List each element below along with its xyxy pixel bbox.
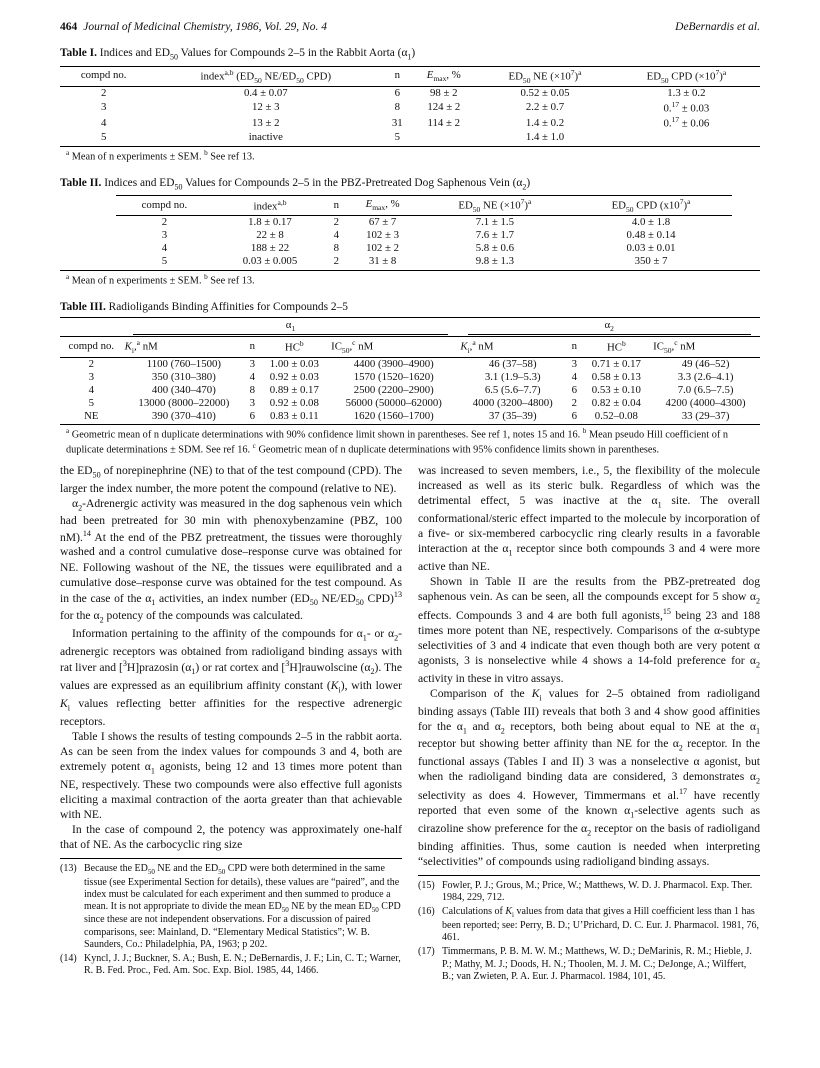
table2-title: Indices and $ED_{50}$ Values for Compounds 2–5 in the PBZ-Pretreated Dog Saphenous Vein $(\alpha_2)$ — [104, 176, 531, 191]
table2-cell: 5 — [161, 255, 168, 268]
table2-label: Table II. — [60, 176, 102, 189]
table1-row — [60, 131, 760, 146]
table3-cell: 0.71 ± 0.17 — [591, 357, 641, 370]
table2-footnote: $^a$ Mean of n experiments ± SEM. $^b$ See ref 13. — [60, 270, 760, 288]
table2-cell: 2 — [161, 216, 168, 229]
table3-cell: 3 — [249, 396, 255, 409]
table3-cell: 0.92 ± 0.03 — [269, 370, 319, 383]
table1-cell — [613, 131, 760, 146]
table2-cell: 1.8 ± 0.17 — [248, 216, 292, 229]
table2-cell: 0.48 ± 0.14 — [626, 229, 676, 242]
table2-cell: 102 ± 3 — [366, 229, 400, 242]
reference-number: (13) — [60, 863, 77, 875]
table1-cell: 8 — [394, 101, 400, 114]
table1-cell: 13 ± 2 — [252, 116, 280, 129]
table1-row — [60, 86, 760, 99]
table1-cell: 1.3 ± 0.2 — [667, 86, 706, 99]
table2-cell: 4 — [161, 242, 168, 255]
table2-cell: 67 ± 7 — [368, 216, 397, 229]
table3-cell: 46 (37–58) — [488, 357, 537, 370]
table2-cell: 7.1 ± 1.5 — [475, 216, 515, 229]
table3-cell: 1570 (1520–1620) — [353, 370, 434, 383]
table3-cell: 0.58 ± 0.13 — [591, 370, 641, 383]
table1-cell: 2 — [100, 86, 107, 99]
table3-cell: 6.5 (5.6–7.7) — [484, 383, 541, 396]
right-column — [418, 463, 760, 985]
table3-cell: 4 — [571, 370, 578, 383]
table3-cell: 1.00 ± 0.03 — [269, 357, 319, 370]
table3-cell: 4 — [249, 370, 255, 383]
table2-caption — [60, 176, 760, 193]
reference-item — [60, 863, 402, 951]
table2-cell: 7.6 ± 1.7 — [475, 229, 515, 242]
table3-cell: 3.1 (1.9–5.3) — [484, 370, 541, 383]
table2-col-header: $ED_{50}$ NE $(\times 10^7)^a$ — [420, 196, 570, 216]
table2-cell: 4 — [333, 229, 339, 242]
table3-col-header: n — [567, 337, 581, 357]
reference-number: (17) — [418, 946, 435, 958]
table3-cell: 6 — [249, 409, 255, 422]
table1-col-header: compd no. — [60, 66, 147, 86]
table2-cell: 0.03 ± 0.01 — [626, 242, 676, 255]
table3-group-alpha1: $\alpha_1$ — [133, 319, 448, 335]
table3-cell: 1100 (760–1500) — [146, 357, 221, 370]
reference-item — [418, 946, 760, 983]
table1-cell: 124 ± 2 — [427, 101, 461, 114]
table3-col-header: compd no. — [60, 337, 123, 357]
table2-cell: 5.8 ± 0.6 — [475, 242, 515, 255]
table3-cell: 56000 (50000–62000) — [345, 396, 442, 409]
table1-row — [60, 100, 760, 116]
body-paragraph: the $ED_{50}$ of norepinephrine (NE) to that of the test compound (CPD). The larger the index number, the more potent the compound (relative to NE). — [60, 463, 402, 495]
reference-text: Because the $ED_{50}$ NE and the $ED_{50}$ CPD were both determined in the same tissue (see Experimental Section for details), these values are “paired”, and the index must be calculated for each experiment and then summed to produce a mean. It is not appropriate to divide the mean $ED_{50}$ NE by the mean $ED_{50}$ CPD since these are not independent observations. For a discussion of paired comparisons, see: Mainland, D. “Elementary Medical Statistics”; W. B. Saunders, Co.: Philadelphia, PA, 1963; p 202. — [84, 863, 401, 950]
table3-cell: 0.83 ± 0.11 — [269, 409, 319, 422]
table3-cell: 2 — [571, 396, 578, 409]
table3-col-header: $HC^b$ — [259, 337, 329, 357]
table3-cell: 6 — [571, 409, 578, 422]
table3-cell: 4000 (3200–4800) — [472, 396, 553, 409]
table3-col-header: $K_i,^a$ nM — [123, 337, 245, 357]
table3-cell: NE — [84, 409, 99, 422]
table3-caption — [60, 300, 760, 315]
table2-cell: 31 ± 8 — [368, 255, 397, 268]
table2-cell: 22 ± 8 — [256, 229, 284, 242]
table2-cell: 102 ± 2 — [366, 242, 400, 255]
table2-row — [116, 242, 732, 255]
table1-cell: 1.4 ± 0.2 — [525, 116, 565, 129]
table3-cell: 2 — [88, 357, 95, 370]
table1-cell: 31 — [391, 116, 403, 129]
table1-col-header: $E_{max}$, % — [410, 66, 477, 86]
table2-cell: 2 — [333, 216, 339, 229]
table1-label: Table I. — [60, 47, 97, 59]
table3-col-header: $HC^b$ — [582, 337, 652, 357]
body-paragraph: $\alpha_2$-Adrenergic activity was measured in the dog saphenous vein which had been pretreated for 30 min with phenoxybenzamine (PBZ, 100 nM).$^{14}$ At the end of the PBZ pretreatment, the tissues were thoroughly washed and a control cumulative dose–response curve was obtained for NE. Following washout of the NE, the tissues were equilibrated and a cumulative dose–response curve was obtained for the test compound. As in the case of the $\alpha_1$ activities, an index number ($ED_{50}$ $NE/ED_{50}$ CPD)$^{13}$ for the $\alpha_2$ potency of the compounds was calculated. — [60, 496, 402, 625]
table3-cell: 13000 (8000–22000) — [138, 396, 230, 409]
table3-cell: 4 — [88, 383, 95, 396]
table3-row — [60, 384, 760, 397]
page-number: 464 — [60, 21, 78, 33]
reference-number: (15) — [418, 880, 435, 892]
table3-cell: 7.0 (6.5–7.5) — [677, 383, 734, 396]
table2-cell: 0.03 ± 0.005 — [242, 255, 298, 268]
table3-cell: 350 (310–380) — [151, 370, 216, 383]
body-paragraph: In the case of compound 2, the potency was approximately one-half that of NE. As the carbocyclic ring size — [60, 822, 402, 851]
table3-cell: 49 (46–52) — [681, 357, 730, 370]
table1-col-header: n — [384, 66, 410, 86]
table1-cell: 98 ± 2 — [430, 86, 458, 99]
body-paragraph: Shown in Table II are the results from the PBZ-pretreated dog saphenous vein. As can be seen, all the compounds except for 5 show $\alpha_2$ effects. Compounds 3 and 4 are both full agonists,$^{15}$ being 23 and 188 times more potent than NE, respectively. Comparisons of the α-subtype selectivities of 3 and 4 indicate that even though both are very potent α agonists, 3 is nonselective while 4 shows a 14-fold preference for $\alpha_2$ activity in these in vitro assays. — [418, 574, 760, 685]
table1-cell: 3 — [100, 101, 107, 114]
table3-cell: 0.53 ± 0.10 — [591, 383, 641, 396]
table3-col-header: $IC_{50},^c$ nM — [651, 337, 760, 357]
table1-cell: 0.4 ± 0.07 — [243, 86, 288, 99]
table1-col-header: index$^{a,b}$ ($ED_{50}$ $NE/ED_{50}$ CPD) — [147, 66, 384, 86]
table3-col-header: n — [245, 337, 259, 357]
table2-col-header: compd no. — [116, 196, 213, 216]
table2-cell: 9.8 ± 1.3 — [475, 255, 515, 268]
table3-cell: 2500 (2200–2900) — [353, 383, 434, 396]
table1-caption — [60, 46, 760, 63]
table3-group-alpha2: $\alpha_2$ — [468, 319, 751, 335]
footnote-refs-left — [60, 858, 402, 977]
table3-col-header: $K_i,^a$ nM — [458, 337, 567, 357]
table3-cell: 4200 (4000–4300) — [665, 396, 746, 409]
journal-citation: Journal of Medicinal Chemistry, 1986, Vol. 29, No. 4 — [83, 21, 327, 33]
table1-row — [60, 115, 760, 131]
table3-cell: 4400 (3900–4900) — [353, 357, 434, 370]
table1-cell: inactive — [248, 130, 283, 143]
table3-cell: 33 (29–37) — [681, 409, 730, 422]
table1-cell — [410, 131, 477, 146]
table1-col-header: $ED_{50}$ CPD $(\times 10^7)^a$ — [613, 66, 760, 86]
running-authors: DeBernardis et al. — [675, 21, 760, 33]
table3-cell: 3 — [249, 357, 255, 370]
body-paragraph: Table I shows the results of testing compounds 2–5 in the rabbit aorta. As can be seen from the index values for compounds 3 and 4, both are extremely potent $\alpha_1$ agonists, being 12 and 13 times more potent than NE, respectively. These two compounds were also effective full agonists eliciting a maximal contraction of the aorta greater than that achievable with NE. — [60, 729, 402, 821]
table1-cell: 12 ± 3 — [252, 101, 280, 114]
table3-row — [60, 371, 760, 384]
table3-cell: 0.52–0.08 — [594, 409, 638, 422]
table3-cell: 3.3 (2.6–4.1) — [677, 370, 734, 383]
table2-col-header: $ED_{50}$ CPD $(x10^7)^a$ — [570, 196, 732, 216]
body-paragraph: was increased to seven members, i.e., 5, the flexibility of the molecule increased as well as its steric bulk. Regardless of which was the detrimental effect, 5 was inactive at the $\alpha_1$ site. The overall conformational/steric effect imparted to the molecule by incorporation of a five- or six-membered carbocyclic ring clearly results in a favorable interaction at the $\alpha_1$ receptor since both compounds 3 and 4 were more active than NE. — [418, 463, 761, 573]
table3-cell: 400 (340–470) — [151, 383, 216, 396]
table1-cell: 5 — [394, 130, 400, 143]
table2-cell: 4.0 ± 1.8 — [631, 216, 671, 229]
table2-cell: 2 — [333, 255, 339, 268]
table3-col-header: $IC_{50},^c$ nM — [329, 337, 458, 357]
reference-item — [418, 880, 760, 904]
table1 — [60, 66, 760, 146]
left-column — [60, 463, 402, 985]
table3-row — [60, 410, 760, 425]
reference-number: (16) — [418, 906, 435, 918]
table3-row — [60, 397, 760, 410]
body-paragraph: Comparison of the $K_i$ values for 2–5 obtained from radioligand binding assays (Table III) reveals that both 3 and 4 show good affinities for the $\alpha_1$ and $\alpha_2$ receptors, both being about equal to NE at the $\alpha_1$ receptor but showing better affinity than NE for the $\alpha_2$ receptor. In the functional assays (Tables I and II) 3 was a nonselective α agonist, but when the radioligand binding data are considered, 3 demonstrates $\alpha_2$ selectivity as does 4. However, Timmermans et al.$^{17}$ have recently reported that even some of the known $\alpha_1$-selective agents such as cirazoline show preference for the $\alpha_2$ receptor on the basis of radioligand binding affinities. Thus, some caution is needed when interpreting “selectivities” of compounds using radioligand binding assays. — [418, 686, 760, 868]
article-body — [60, 463, 760, 985]
table3 — [60, 317, 760, 424]
table2-cell: 8 — [333, 242, 339, 255]
reference-number: (14) — [60, 953, 77, 965]
running-header — [60, 20, 760, 42]
table2-col-header: index$^{a,b}$ — [213, 196, 327, 216]
table1-cell: 114 ± 2 — [427, 116, 461, 129]
table3-cell: 5 — [88, 396, 95, 409]
table3-cell: 3 — [571, 357, 578, 370]
table2-cell: 350 ± 7 — [634, 255, 668, 268]
table3-row — [60, 357, 760, 370]
table1-title: Indices and $ED_{50}$ Values for Compounds 2–5 in the Rabbit Aorta $(\alpha_1)$ — [99, 47, 416, 62]
table2-row — [116, 216, 732, 229]
table1-col-header: $ED_{50}$ NE $(\times 10^7)^a$ — [477, 66, 613, 86]
table1-cell: 5 — [100, 130, 107, 143]
table2-col-header: n — [327, 196, 345, 216]
table2-cell: 188 ± 22 — [250, 242, 290, 255]
table1-cell: 0.17 ± 0.06 — [663, 115, 710, 131]
table2 — [116, 195, 732, 270]
footnote-refs-right — [418, 875, 760, 983]
table1-cell: 6 — [394, 86, 400, 99]
table3-cell: 0.82 ± 0.04 — [591, 396, 641, 409]
table3-title: Radioligands Binding Affinities for Compounds 2–5 — [108, 300, 348, 313]
table3-cell: 390 (370–410) — [151, 409, 216, 422]
reference-item — [60, 953, 402, 977]
table2-col-header: $E_{max}$, % — [345, 196, 419, 216]
table1-cell: 2.2 ± 0.7 — [525, 101, 565, 114]
table2-row — [116, 255, 732, 270]
table2-row — [116, 229, 732, 242]
table1-footnote: $^a$ Mean of n experiments ± SEM. $^b$ See ref 13. — [60, 146, 760, 164]
reference-text: Kyncl, J. J.; Buckner, S. A.; Bush, E. N.; DeBernardis, J. F.; Lin, C. T.; Warner, R. B. Fed. Proc., Fed. Am. Soc. Exp. Biol. 1985, 44, 1466. — [84, 953, 401, 977]
reference-item — [418, 906, 760, 944]
reference-text: Fowler, P. J.; Grous, M.; Price, W.; Matthews, W. D. J. Pharmacol. Exp. Ther. 1984, 229, 712. — [442, 880, 753, 904]
table3-cell: 1620 (1560–1700) — [353, 409, 434, 422]
table3-cell: 0.89 ± 0.17 — [269, 383, 319, 396]
table3-footnote: $^a$ Geometric mean of n duplicate determinations with 90% confidence limit shown in parentheses. See ref 1, notes 15 and 16. $^b$ Mean pseudo Hill coefficient of n duplicate determinations ± SDM. See ref 16. $^c$ Geometric mean of n duplicate determinations with 95% confidence limits shown in parentheses. — [60, 424, 760, 456]
table1-cell: 1.4 ± 1.0 — [525, 130, 565, 143]
reference-text: Calculations of $K_i$ values from data that gives a Hill coefficient less than 1 has been reported; see: Perry, B. D.; U’Prichard, D. C. Eur. J. Pharmacol. 1981, 76, 461. — [442, 906, 760, 944]
table3-cell: 8 — [249, 383, 255, 396]
body-paragraph: Information pertaining to the affinity of the compounds for $\alpha_1-$ or $\alpha_2$-adrenergic receptors was obtained from radioligand binding assays with rat liver and [$^3$H]prazosin $(\alpha_1)$ or rat cortex and [$^3$H]rauwolscine $(\alpha_2)$. The values are expressed as an equilibrium affinity constant $(K_i)$, with lower $K_i$ values reflecting better affinities for the respective adrenergic receptors. — [60, 627, 403, 728]
table3-cell: 0.92 ± 0.08 — [269, 396, 319, 409]
table3-cell: 6 — [571, 383, 578, 396]
table1-cell: 4 — [100, 116, 107, 129]
journal-page — [60, 20, 760, 985]
table1-cell: 0.52 ± 0.05 — [520, 86, 570, 99]
table3-label: Table III. — [60, 300, 106, 313]
reference-text: Timmermans, P. B. M. W. M.; Matthews, W. D.; DeMarinis, R. M.; Hieble, J. P.; Mathy, M. J.; Doods, H. N.; Thoolen, M. J. M. C.; DeJonge, A.; Wilffert, B.; van Zwieten, P. A. Eur. J. Pharmacol. 1984, 101, 45. — [442, 946, 752, 982]
table2-cell: 3 — [161, 229, 168, 242]
table1-cell: 0.17 ± 0.03 — [663, 99, 710, 115]
table3-cell: 3 — [88, 370, 95, 383]
table3-cell: 37 (35–39) — [488, 409, 537, 422]
